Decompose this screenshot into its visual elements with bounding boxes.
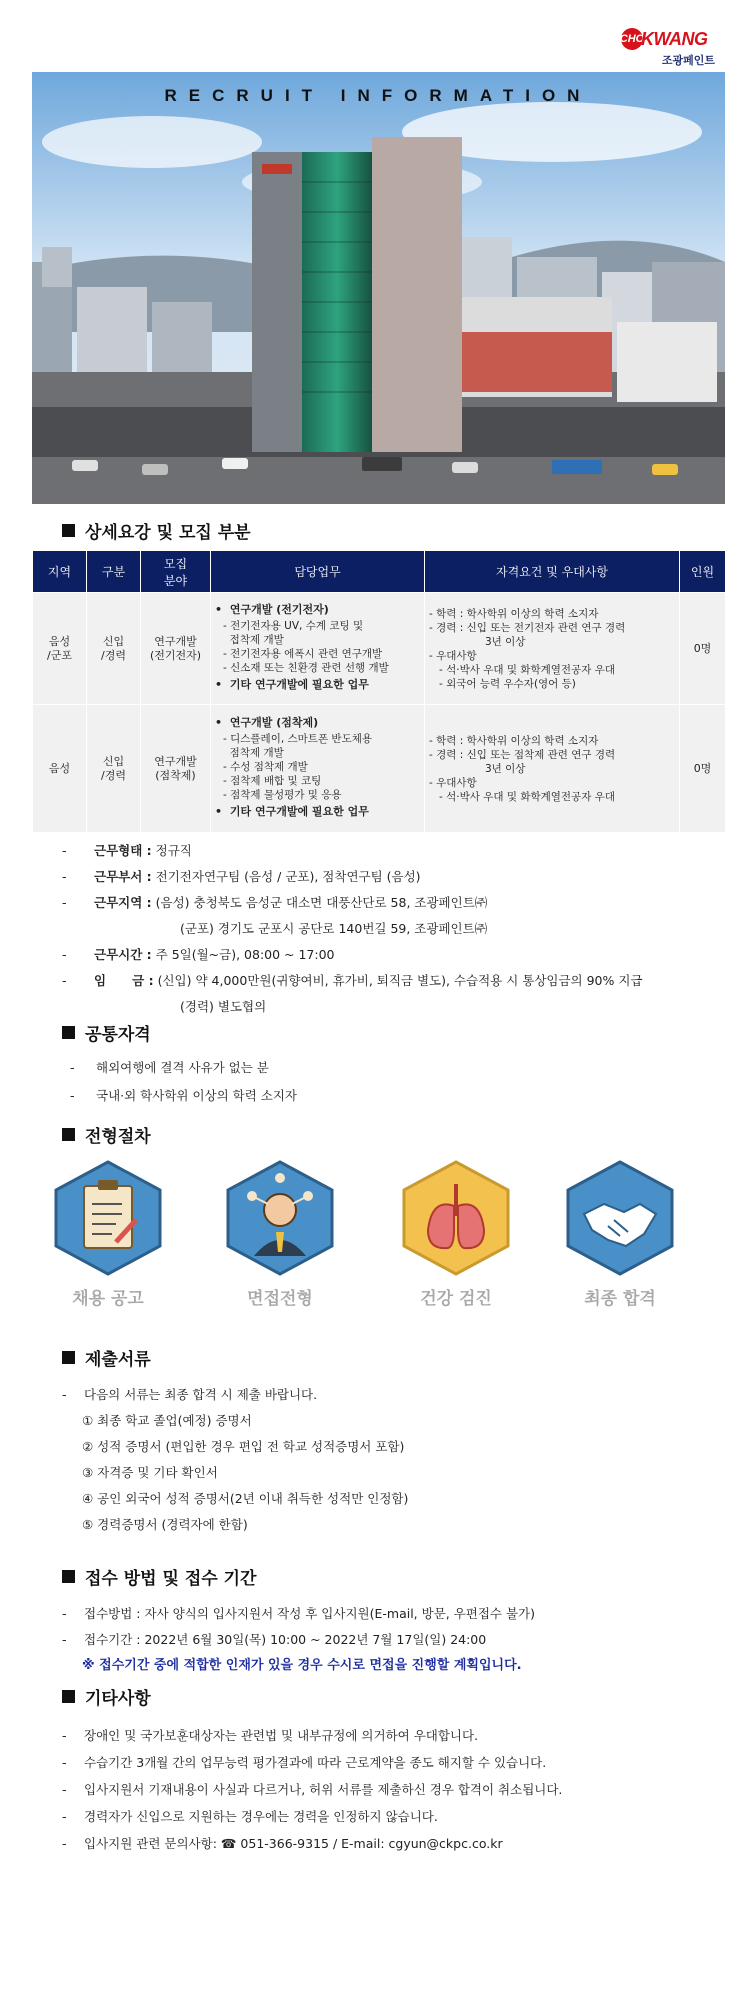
duty-sub: - 전기전자용 에폭시 관련 연구개발 [223,648,383,660]
process-step-label: 채용 공고 [72,1289,144,1309]
cell-qualification: - 학력 : 학사학위 이상의 학력 소지자 - 경력 : 신입 또는 점착제 관련 연구 경력 3년 이상 - 우대사항 - 석·박사 우대 및 화학계열전공자 우대 [425,705,680,833]
process-step-label: 건강 검진 [420,1289,492,1309]
duty-sub: - 전기전자용 UV, 수계 코팅 및 접착제 개발 [223,620,364,646]
cell-region: 음성 /군포 [33,593,87,705]
header-count: 인원 [680,551,726,593]
logo-text: KWANG [641,28,708,49]
duty-extra: • 기타 연구개발에 필요한 업무 [215,678,420,692]
cell-count: 0명 [680,593,726,705]
docs-list [62,1382,408,1538]
square-bullet-icon [62,1570,75,1583]
header-field: 모집 분야 [141,551,211,593]
table-row [33,593,726,705]
etc-list [62,1722,562,1857]
duty-main: • 연구개발 (전기전자) [215,603,420,617]
cell-duty [211,705,425,833]
section-heading-etc: 기타사항 [62,1684,151,1709]
square-bullet-icon [62,524,75,537]
list-item: - 장애인 및 국가보훈대상자는 관련법 및 내부규정에 의거하여 우대합니다. [62,1728,479,1743]
condition-row: - 임 금 : (신입) 약 4,000만원(귀향여비, 휴가비, 퇴직금 별도), 수습적용 시 통상임금의 90% 지급 [62,973,643,988]
list-item: ④ 공인 외국어 성적 증명서(2년 이내 취득한 성적만 인정함) [82,1491,409,1506]
cell-field: 연구개발 (전기전자) [141,593,211,705]
logo-mark: CHO [621,28,643,50]
square-bullet-icon [62,1351,75,1364]
handshake-icon [564,1160,676,1276]
process-step [396,1160,516,1309]
list-item: - 해외여행에 결격 사유가 없는 분 [70,1060,269,1075]
duty-sub: - 수성 점착제 개발 [223,761,308,773]
logo-subtitle: 조광페인트 [661,54,715,67]
table-row [33,705,726,833]
header-qualification: 자격요건 및 우대사항 [425,551,680,593]
square-bullet-icon [62,1026,75,1039]
condition-row: - 근무부서 : 전기전자연구팀 (음성 / 군포), 점착연구팀 (음성) [62,869,421,884]
process-steps [48,1160,698,1309]
duty-sub: - 신소재 또는 친환경 관련 선행 개발 [223,662,389,674]
section-heading-process: 전형절차 [62,1122,151,1147]
header-duty: 담당업무 [211,551,425,593]
apply-info [62,1601,535,1679]
condition-row: - 근무형태 : 정규직 [62,843,192,858]
process-step [48,1160,168,1309]
duty-extra: • 기타 연구개발에 필요한 업무 [215,805,420,819]
work-conditions [62,838,643,1020]
process-step-label: 최종 합격 [584,1289,656,1309]
cell-duty [211,593,425,705]
cell-field: 연구개발 (점착제) [141,705,211,833]
cell-count: 0명 [680,705,726,833]
list-item: - 경력자가 신입으로 지원하는 경우에는 경력을 인정하지 않습니다. [62,1809,438,1824]
list-item: - 접수방법 : 자사 양식의 입사지원서 작성 후 입사지원(E-mail, 방문, 우편접수 불가) [62,1606,536,1621]
section-heading-detail: 상세요강 및 모집 부분 [62,518,251,543]
condition-row: - 근무시간 : 주 5일(월~금), 08:00 ~ 17:00 [62,947,335,962]
clipboard-icon [52,1160,164,1276]
list-item: - 접수기간 : 2022년 6월 30일(목) 10:00 ~ 2022년 7월 17일(일) 24:00 [62,1632,487,1647]
section-heading-docs: 제출서류 [62,1345,151,1370]
list-item: ③ 자격증 및 기타 확인서 [82,1465,218,1480]
list-item: - 국내·외 학사학위 이상의 학력 소지자 [70,1088,297,1103]
list-item: - 다음의 서류는 최종 합격 시 제출 바랍니다. [62,1387,318,1402]
cell-qualification: - 학력 : 학사학위 이상의 학력 소지자 - 경력 : 신입 또는 전기전자 관련 연구 경력 3년 이상 - 우대사항 - 석·박사 우대 및 화학계열전공자 우대 - 외국어 능력 우수자(영어 등) [425,593,680,705]
condition-row: - 근무지역 : (음성) 충청북도 음성군 대소면 대풍산단로 58, 조광페인트㈜ [62,895,488,910]
company-logo [621,28,721,72]
condition-row: (군포) 경기도 군포시 공단로 140번길 59, 조광페인트㈜ [180,921,488,936]
process-step-label: 면접전형 [247,1289,313,1309]
list-item: ② 성적 증명서 (편입한 경우 편입 전 학교 성적증명서 포함) [82,1439,405,1454]
cell-region: 음성 [33,705,87,833]
process-step [560,1160,680,1309]
list-item: - 입사지원서 기재내용이 사실과 다르거나, 허위 서류를 제출하신 경우 합격이 취소됩니다. [62,1782,563,1797]
list-item: - 입사지원 관련 문의사항: ☎ 051-366-9315 / E-mail: cgyun@ckpc.co.kr [62,1836,503,1851]
apply-note: ※ 접수기간 중에 적합한 인재가 있을 경우 수시로 면접을 진행할 계획입니다. [82,1658,522,1673]
section-heading-apply: 접수 방법 및 접수 기간 [62,1564,256,1589]
square-bullet-icon [62,1128,75,1141]
cell-type: 신입 /경력 [87,593,141,705]
square-bullet-icon [62,1690,75,1703]
duty-sub: - 디스플레이, 스마트폰 반도체용 점착제 개발 [223,733,372,759]
condition-row: (경력) 별도협의 [180,999,267,1014]
process-step [220,1160,340,1309]
recruit-table [32,550,726,833]
duty-sub: - 점착제 물성평가 및 응용 [223,789,342,801]
header-region: 지역 [33,551,87,593]
cell-type: 신입 /경력 [87,705,141,833]
duty-sub: - 점착제 배합 및 코팅 [223,775,322,787]
list-item: ⑤ 경력증명서 (경력자에 한함) [82,1517,248,1532]
header-type: 구분 [87,551,141,593]
table-header-row [33,551,726,593]
duty-main: • 연구개발 (점착제) [215,716,420,730]
common-list [70,1054,297,1110]
lungs-icon [400,1160,512,1276]
list-item: - 수습기간 3개월 간의 업무능력 평가결과에 따라 근로계약을 종도 해지할 수 있습니다. [62,1755,547,1770]
hero-title: RECRUIT INFORMATION [164,86,592,105]
interview-person-icon [224,1160,336,1276]
hero-building-image [32,72,725,504]
list-item: ① 최종 학교 졸업(예정) 증명서 [82,1413,252,1428]
section-heading-common: 공통자격 [62,1020,151,1045]
